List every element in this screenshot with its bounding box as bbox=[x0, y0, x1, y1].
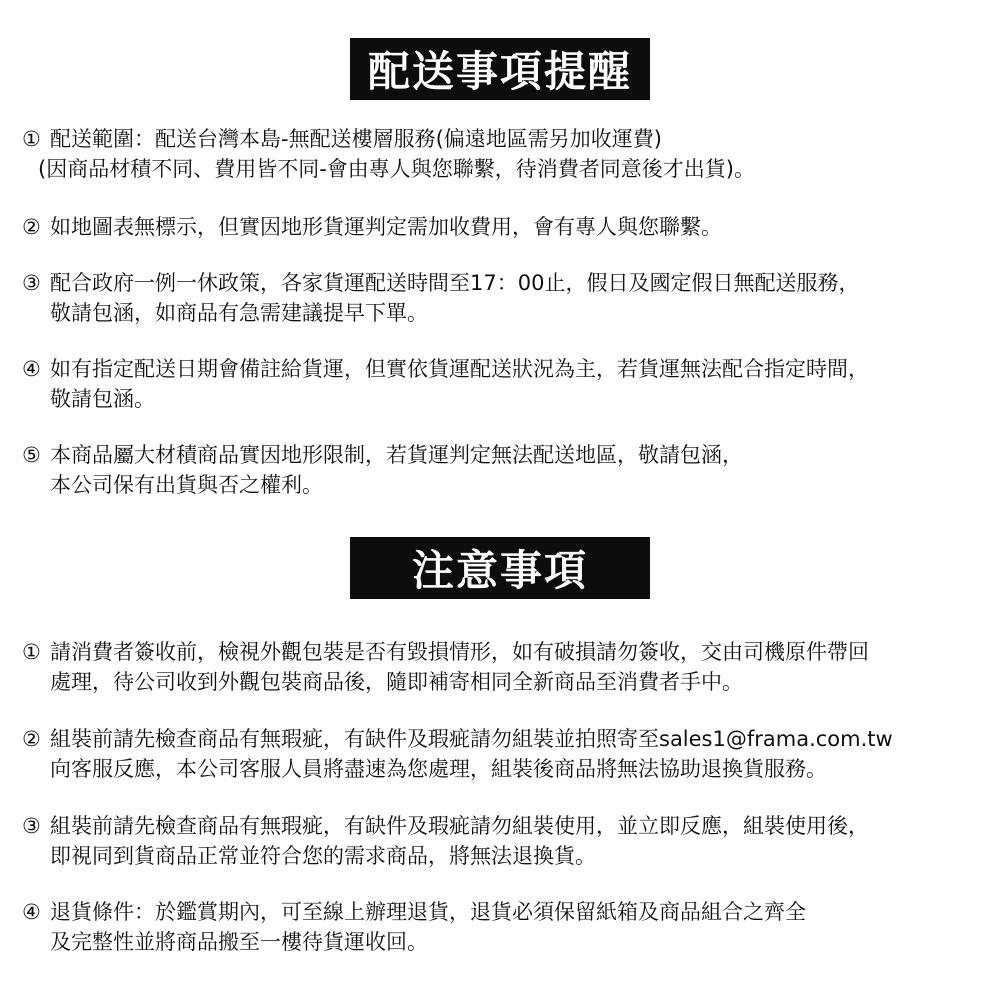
item-line: 及完整性並將商品搬至一樓待貨運收回。 bbox=[50, 930, 428, 954]
item-line: 組裝前請先檢查商品有無瑕疵，有缺件及瑕疵請勿組裝並拍照寄至sales1@frama.com.tw bbox=[50, 727, 893, 751]
item-line: 即視同到貨商品正常並符合您的需求商品，將無法退換貨。 bbox=[50, 844, 596, 868]
item-line: 向客服反應，本公司客服人員將盡速為您處理，組裝後商品將無法協助退換貨服務。 bbox=[50, 757, 827, 781]
item-line: 如有指定配送日期會備註給貨運，但實依貨運配送狀況為主，若貨運無法配合指定時間， bbox=[50, 357, 869, 381]
notice-item-1 bbox=[22, 637, 992, 697]
item-number: ⑤ bbox=[22, 443, 41, 467]
item-line: 本商品屬大材積商品實因地形限制，若貨運判定無法配送地區，敬請包涵， bbox=[50, 443, 743, 467]
delivery-item-5 bbox=[22, 440, 992, 500]
item-line: 敬請包涵。 bbox=[50, 387, 155, 411]
item-number: ① bbox=[22, 640, 41, 664]
item-number: ③ bbox=[22, 814, 41, 838]
item-line: 組裝前請先檢查商品有無瑕疵，有缺件及瑕疵請勿組裝使用，並立即反應，組裝使用後， bbox=[50, 814, 869, 838]
delivery-item-4 bbox=[22, 354, 992, 414]
item-line: 退貨條件：於鑑賞期內，可至線上辦理退貨，退貨必須保留紙箱及商品組合之齊全 bbox=[50, 900, 806, 924]
item-number: ④ bbox=[22, 900, 41, 924]
notice-item-4 bbox=[22, 897, 992, 957]
item-line: 敬請包涵，如商品有急需建議提早下單。 bbox=[50, 301, 428, 325]
notice-item-2 bbox=[22, 724, 992, 784]
item-line: 請消費者簽收前，檢視外觀包裝是否有毀損情形，如有破損請勿簽收，交由司機原件帶回 bbox=[50, 640, 869, 664]
item-number: ② bbox=[22, 727, 41, 751]
delivery-item-2 bbox=[22, 212, 992, 242]
item-line: (因商品材積不同、費用皆不同-會由專人與您聯繫，待消費者同意後才出貨)。 bbox=[38, 157, 755, 181]
delivery-title: 配送事項提醒 bbox=[350, 38, 650, 100]
item-line: 如地圖表無標示，但實因地形貨運判定需加收費用，會有專人與您聯繫。 bbox=[50, 215, 722, 239]
item-line: 處理，待公司收到外觀包裝商品後，隨即補寄相同全新商品至消費者手中。 bbox=[50, 670, 743, 694]
item-number: ① bbox=[22, 127, 41, 151]
item-line: 配送範圍：配送台灣本島-無配送樓層服務(偏遠地區需另加收運費) bbox=[50, 127, 662, 151]
notice-item-3 bbox=[22, 811, 992, 871]
item-number: ③ bbox=[22, 271, 41, 295]
delivery-item-3 bbox=[22, 268, 992, 328]
item-line: 本公司保有出貨與否之權利。 bbox=[50, 473, 323, 497]
item-number: ② bbox=[22, 215, 41, 239]
item-line: 配合政府一例一休政策，各家貨運配送時間至17：00止，假日及國定假日無配送服務， bbox=[50, 271, 860, 295]
delivery-item-1 bbox=[22, 124, 992, 184]
item-number: ④ bbox=[22, 357, 41, 381]
notice-title: 注意事項 bbox=[350, 537, 650, 599]
